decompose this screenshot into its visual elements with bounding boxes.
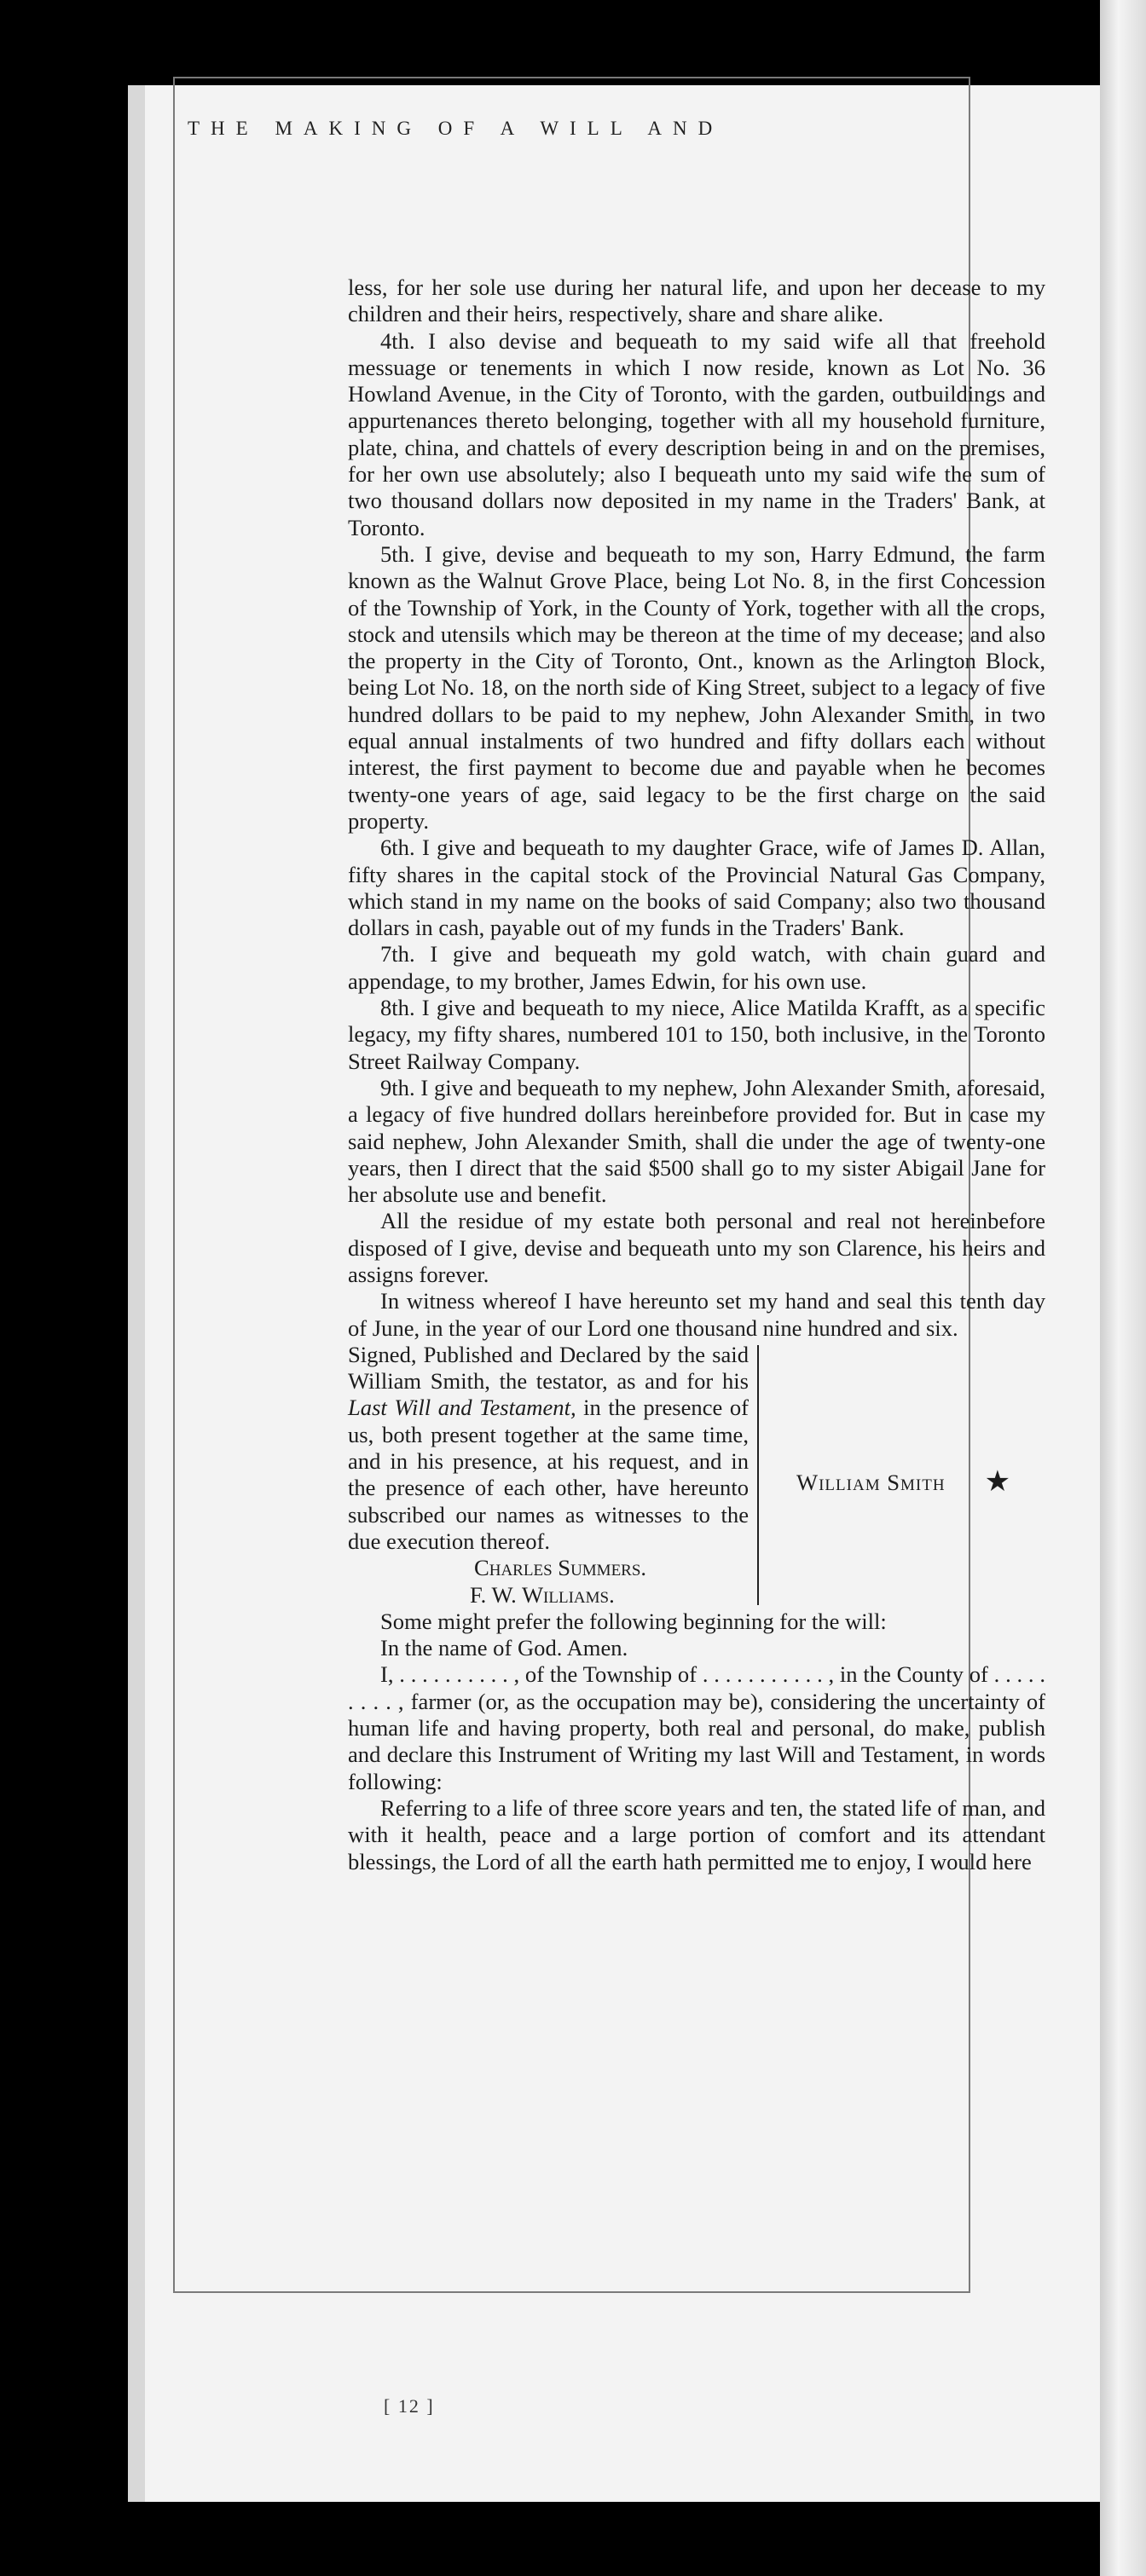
paragraph-clause-7: 7th. I give and bequeath my gold watch, with chain guard and appendage, to my brother, James Edwin, for his own use. xyxy=(348,941,1045,994)
paragraph-witness: In witness whereof I have hereunto set my hand and seal this tenth day of June, in the year of our Lord one thousand nine hundred and six. xyxy=(348,1288,1045,1341)
paragraph-invocation: In the name of God. Amen. xyxy=(380,1635,628,1661)
star-icon: ★ xyxy=(984,1466,1012,1499)
witness-name-2: F. W. Williams. xyxy=(470,1581,615,1608)
testator-name: William Smith xyxy=(796,1469,946,1495)
paragraph-declaration: I, . . . . . . . . . . , of the Township of . . . . . . . . . . . , in the County of . . . . . . . . . , farmer (or, as the occupation may be), considering the uncertainty of human life and having property, both real and personal, do make, publish and declare this Instrument of Writing my last Will and Testament, in words following: xyxy=(348,1661,1045,1794)
witness-name-1: Charles Summers. xyxy=(474,1555,647,1581)
paragraph-continuation: less, for her sole use during her natural life, and upon her decease to my children and their heirs, respectively, share and share alike. xyxy=(348,274,1045,327)
attestation-text-pre: Signed, Published and Declared by the said William Smith, the testator, as and for his xyxy=(348,1341,749,1395)
brace-line xyxy=(752,1345,759,1605)
paragraph-residue: All the residue of my estate both personal and real not hereinbefore disposed of I give, devise and bequeath unto my son Clarence, his heirs and assigns forever. xyxy=(348,1208,1045,1287)
attestation-clause xyxy=(348,1342,749,1609)
adjacent-page-edge xyxy=(1100,0,1146,2576)
paragraph-alt-intro: Some might prefer the following beginning for the will: xyxy=(380,1608,887,1634)
body-text xyxy=(348,274,1045,1875)
running-head: THE MAKING OF A WILL AND xyxy=(188,118,724,139)
page-number: [ 12 ] xyxy=(384,2395,435,2417)
paragraph-clause-8: 8th. I give and bequeath to my niece, Alice Matilda Krafft, as a specific legacy, my fifty shares, numbered 101 to 150, both inclusive, in the Toronto Street Railway Company. xyxy=(348,995,1045,1074)
paragraph-clause-9: 9th. I give and bequeath to my nephew, John Alexander Smith, aforesaid, a legacy of five hundred dollars hereinbefore provided for. But in case my said nephew, John Alexander Smith, shall die under the age of twenty-one years, then I direct that the said $500 shall go to my sister Abigail Jane for her absolute use and benefit. xyxy=(348,1074,1045,1208)
paragraph-clause-4: 4th. I also devise and bequeath to my said wife all that freehold messuage or tenements in which I now reside, known as Lot No. 36 Howland Avenue, in the City of Toronto, with the garden, outbuildings and appurtenances thereto belonging, together with all my household furniture, plate, china, and chattels of every description being in and on the premises, for her own use absolutely; also I bequeath unto my said wife the sum of two thousand dollars now deposited in my name in the Traders' Bank, at Toronto. xyxy=(348,327,1045,540)
signature-block xyxy=(348,1342,1045,1609)
testator-signature xyxy=(764,1342,1045,1609)
attestation-text-post: in the presence of us, both present together at the same time, and in his presence, at his request, and in the presence of each other, have hereunto subscribed our names as witnesses to the due execution thereof. xyxy=(348,1395,749,1554)
paragraph-clause-6: 6th. I give and bequeath to my daughter Grace, wife of James D. Allan, fifty shares in the capital stock of the Provincial Natural Gas Company, which stand in my name on the books of said Company; also two thousand dollars in cash, payable out of my funds in the Traders' Bank. xyxy=(348,835,1045,941)
attestation-text-italic: Last Will and Testament, xyxy=(348,1395,576,1421)
paragraph-clause-5: 5th. I give, devise and bequeath to my son, Harry Edmund, the farm known as the Walnut Grove Place, being Lot No. 8, in the first Concession of the Township of York, in the County of York, together with all the crops, stock and utensils which may be thereon at the time of my decease; and also the property in the City of Toronto, Ont., known as the Arlington Block, being Lot No. 18, on the north side of King Street, subject to a legacy of five hundred dollars to be paid to my nephew, John Alexander Smith, in two equal annual instalments of two hundred and fifty dollars each without interest, the first payment to become due and payable when he becomes twenty-one years of age, said legacy to be the first charge on the said property. xyxy=(348,540,1045,834)
paragraph-referring: Referring to a life of three score years and ten, the stated life of man, and with it health, peace and a large portion of comfort and its attendant blessings, the Lord of all the earth hath permitted me to enjoy, I would here xyxy=(348,1794,1045,1874)
